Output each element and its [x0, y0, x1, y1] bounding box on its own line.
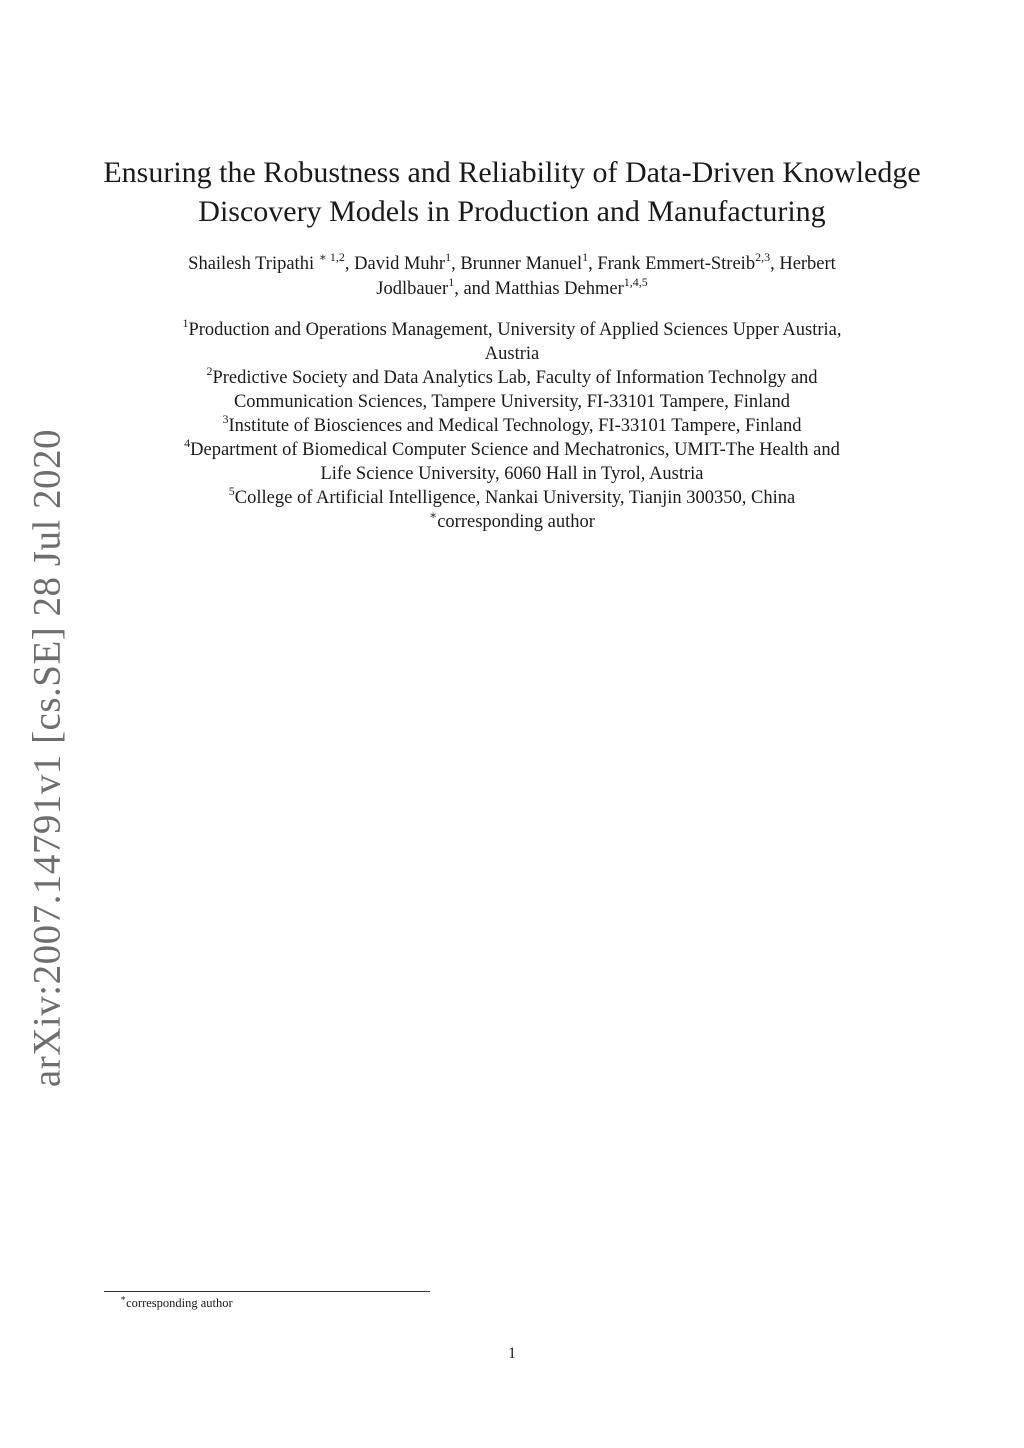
- affiliation-line: [70, 363, 954, 390]
- author-affiliation-marker: 1,4,5: [623, 274, 648, 289]
- author-separator: , and: [454, 279, 495, 299]
- affiliation-item: [70, 483, 954, 510]
- affiliation-text: Institute of Biosciences and Medical Technology, FI-33101 Tampere, Finland: [228, 416, 802, 436]
- affiliation-marker: 1: [182, 315, 189, 330]
- footnote-divider: [104, 1291, 430, 1292]
- affiliation-item: [70, 363, 954, 414]
- corresponding-author-note: [70, 507, 954, 534]
- author-affiliation-marker: 1: [448, 274, 455, 289]
- author-affiliation-marker: 1: [582, 249, 589, 264]
- author-name: Frank Emmert-Streib: [597, 254, 756, 274]
- corresponding-text: corresponding author: [437, 512, 595, 532]
- affiliation-line: [70, 435, 954, 462]
- affiliation-line: [70, 411, 954, 438]
- author-name: Brunner Manuel: [460, 254, 583, 274]
- affiliation-item: [70, 315, 954, 366]
- author-name: David Muhr: [354, 254, 446, 274]
- author-affiliation-marker: ∗ 1,2: [318, 249, 345, 264]
- author-line-1: [70, 249, 954, 277]
- paper-title: [70, 153, 954, 231]
- title-line-2: Discovery Models in Production and Manufacturing: [198, 195, 826, 228]
- corresponding-marker: ∗: [429, 507, 438, 522]
- author-separator: ,: [344, 254, 355, 274]
- affiliation-line: [70, 483, 954, 510]
- footnote-corresponding-author: [120, 1292, 233, 1311]
- footnote-text: corresponding author: [126, 1296, 233, 1310]
- author-separator: ,: [588, 254, 598, 274]
- author-affiliation-marker: 2,3: [755, 249, 771, 264]
- affiliation-text: Predictive Society and Data Analytics Lab, Faculty of Information Technolgy and: [212, 368, 818, 388]
- affiliation-line: [70, 390, 954, 414]
- affiliation-text: Production and Operations Management, University of Applied Sciences Upper Austria,: [188, 320, 842, 340]
- affiliation-line: [70, 315, 954, 342]
- affiliation-text: College of Artificial Intelligence, Nankai University, Tianjin 300350, China: [234, 488, 796, 508]
- affiliation-line: [70, 462, 954, 486]
- affiliation-list: [70, 315, 954, 534]
- author-separator: , Herbert: [770, 254, 836, 274]
- title-line-1: Ensuring the Robustness and Reliability of Data-Driven Knowledge: [103, 156, 921, 189]
- footnote-marker: ∗: [120, 1292, 127, 1303]
- arxiv-identifier-stamp: arXiv:2007.14791v1 [cs.SE] 28 Jul 2020: [25, 428, 69, 1088]
- author-name: Matthias Dehmer: [494, 279, 624, 299]
- affiliation-text: Austria: [484, 344, 540, 364]
- affiliation-item: [70, 435, 954, 486]
- affiliation-text: Department of Biomedical Computer Science and Mechatronics, UMIT-The Health and: [190, 440, 840, 460]
- author-name: Jodlbauer: [376, 279, 449, 299]
- affiliation-marker: 4: [184, 435, 191, 450]
- author-separator: ,: [451, 254, 461, 274]
- page-number: 1: [508, 1345, 516, 1362]
- affiliation-text: Communication Sciences, Tampere University, FI-33101 Tampere, Finland: [233, 392, 791, 412]
- affiliation-item: [70, 411, 954, 438]
- author-line-2: [70, 274, 954, 302]
- affiliation-text: Life Science University, 6060 Hall in Tyrol, Austria: [320, 464, 704, 484]
- affiliation-marker: 2: [206, 363, 213, 378]
- author-list: [70, 249, 954, 302]
- affiliation-marker: 3: [222, 411, 229, 426]
- author-name: Shailesh Tripathi: [188, 254, 319, 274]
- affiliation-marker: 5: [228, 483, 235, 498]
- author-affiliation-marker: 1: [445, 249, 452, 264]
- affiliation-line: [70, 342, 954, 366]
